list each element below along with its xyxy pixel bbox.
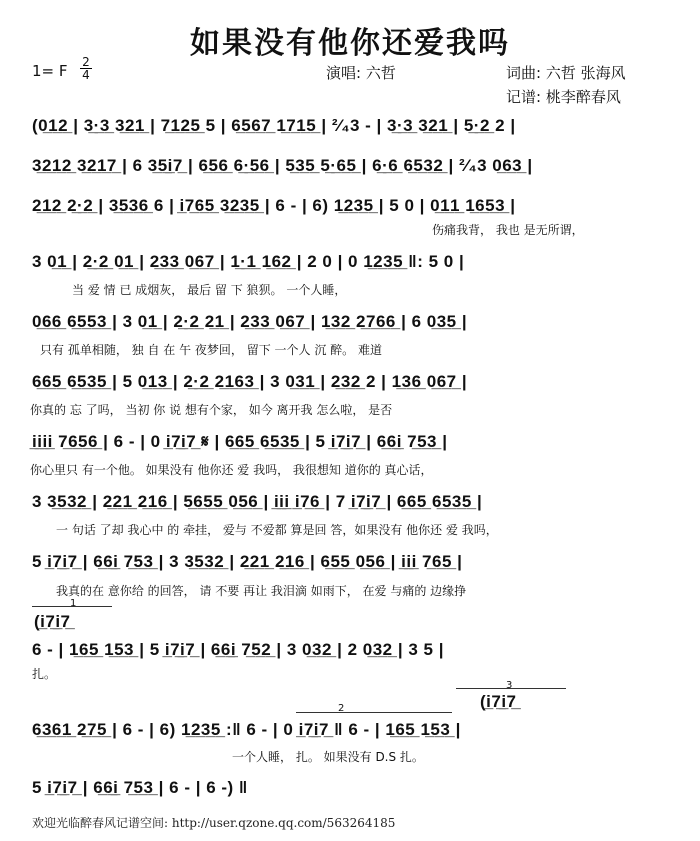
- notation-row-6: 6̲6̲5̲ 6̲5̲3̲5̲ | 5 0̲1̲3̲ | 2̲·̲2̲ 2̲1̲6̲3̲ | 3 0̲3̲1̲ | 2̲3̲2̲ 2 | 1̲3̲6̲ 0̲6̲7̲ |: [32, 372, 468, 391]
- volta-3-notes: (i̲7̲i̲7̲: [480, 692, 517, 711]
- lyrics-row-9: 我真的在 意你给 的回答， 请 不要 再让 我泪滴 如雨下， 在爱 与痛的 边缘挣: [56, 584, 467, 598]
- volta-1-label: 1: [70, 598, 77, 609]
- lyrics-row-5: 只有 孤单相随， 独 自 在 午 夜梦回， 留下 一个人 沉 醉。 难道: [40, 343, 382, 357]
- transcriber: 记谱: 桃李醉春风: [506, 88, 621, 106]
- volta-3-label: 3: [506, 680, 513, 691]
- lyrics-row-10: 扎。: [32, 667, 57, 681]
- lyrics-row-6: 你真的 忘 了吗， 当初 你 说 想有个家， 如今 离开我 怎么啦， 是否: [30, 403, 393, 417]
- lyrics-row-4: 当 爱 情 已 成烟灰， 最后 留 下 狼狈。 一个人睡，: [72, 283, 347, 297]
- lyrics-row-7: 你心里只 有一个他。 如果没有 他你还 爱 我吗， 我很想知 道你的 真心话，: [30, 463, 433, 477]
- song-title: 如果没有他你还爱我吗: [190, 26, 510, 61]
- notation-row-10: 6 - | 1̲6̲5̲ 1̲5̲3̲ | 5 i̲7̲i̲7̲ | 6̲6̲i̲ 7̲5̲2̲ | 3 0̲3̲2̲ | 2 0̲3̲2̲ | 3 5 |: [32, 640, 444, 659]
- volta-2-label: 2: [338, 703, 345, 714]
- notation-row-11: 6̲3̲6̲1̲ 2̲7̲5̲ | 6 - | 6) 1̲2̲3̲5̲ :‖ 6 - | 0 i̲7̲i̲7̲ ‖ 6 - | 1̲6̲5̲ 1̲5̲3̲ |: [32, 720, 461, 739]
- lyrics-row-3: 伤痛我背， 我也 是无所谓，: [432, 223, 584, 237]
- volta-1-notes: (i̲7̲i̲7̲: [34, 612, 71, 631]
- lyrics-row-8: 一 句话 了却 我心中 的 牵挂， 爱与 不爱都 算是回 答，如果没有 他你还 爱 我吗，: [56, 523, 498, 537]
- notation-row-4: 3 0̲1̲ | 2̲·̲2̲ 0̲1̲ | 2̲3̲3̲ 0̲6̲7̲ | 1̲·̲1̲ 1̲6̲2̲ | 2 0 | 0 1̲2̲3̲5̲ ‖: 5 0 |: [32, 252, 465, 271]
- notation-row-1: (0̲1̲2̲ | 3̲·̲3̲ 3̲2̲1̲ | 7̲1̲2̲5̲ 5 | 6̲5̲6̲7̲ 1̲7̲1̲5̲ | ²⁄₄3 - | 3̲·̲3̲ 3̲2̲1̲ | 5̲·̲2̲ 2 |: [32, 116, 516, 135]
- time-signature-top: 2: [82, 55, 90, 69]
- notation-row-2: 3̲2̲1̲2̲ 3̲2̲1̲7̲ | 6 3̲5̲i̲7̲ | 6̲5̲6̲ 6̲·̲5̲6̲ | 5̲3̲5̲ 5̲·̲6̲5̲ | 6̲·̲6̲ 6̲5̲3̲2̲ | ²⁄₄3 0̲6̲3̲ |: [32, 156, 533, 175]
- notation-row-12: 5 i̲7̲i̲7̲ | 6̲6̲i̲ 7̲5̲3̲ | 6 - | 6 -) ‖: [32, 778, 248, 797]
- singer: 演唱: 六哲: [326, 64, 396, 82]
- key-signature: 1= F: [32, 62, 68, 80]
- time-signature-bottom: 4: [80, 68, 92, 81]
- notation-row-3: 2̲1̲2̲ 2̲·̲2̲ | 3̲5̲3̲6̲ 6 | i̲7̲6̲5̲ 3̲2̲3̲5̲ | 6 - | 6) 1̲2̲3̲5̲ | 5 0 | 0̲1̲1̲ 1̲6̲5̲3̲ |: [32, 196, 516, 215]
- footer-credit: 欢迎光临醉春风记谱空间: http://user.qzone.qq.com/563264185: [32, 816, 396, 830]
- lyrics-row-11: 一个人睡， 扎。 如果没有 D.S 扎。: [232, 750, 424, 764]
- volta-2-line: [296, 712, 452, 713]
- time-signature: [80, 56, 92, 81]
- notation-row-8: 3 3̲5̲3̲2̲ | 2̲2̲1̲ 2̲1̲6̲ | 5̲6̲5̲5̲ 0̲5̲6̲ | i̲i̲i̲ i̲7̲6̲ | 7 i̲7̲i̲7̲ | 6̲6̲5̲ 6̲5̲3̲5̲ |: [32, 492, 483, 511]
- notation-row-5: 0̲6̲6̲ 6̲5̲5̲3̲ | 3 0̲1̲ | 2̲·̲2̲ 2̲1̲ | 2̲3̲3̲ 0̲6̲7̲ | 1̲3̲2̲ 2̲7̲6̲6̲ | 6 0̲3̲5̲ |: [32, 312, 468, 331]
- notation-row-7: i̲i̲i̲i̲ 7̲6̲5̲6̲ | 6 - | 0 i̲7̲i̲7̲ 𝄋 | 6̲6̲5̲ 6̲5̲3̲5̲ | 5 i̲7̲i̲7̲ | 6̲6̲i̲ 7̲5̲3̲ |: [32, 432, 448, 451]
- composer: 词曲: 六哲 张海风: [506, 64, 626, 82]
- notation-row-9: 5 i̲7̲i̲7̲ | 6̲6̲i̲ 7̲5̲3̲ | 3 3̲5̲3̲2̲ | 2̲2̲1̲ 2̲1̲6̲ | 6̲5̲5̲ 0̲5̲6̲ | i̲i̲i̲ 7̲6̲5̲ |: [32, 552, 463, 571]
